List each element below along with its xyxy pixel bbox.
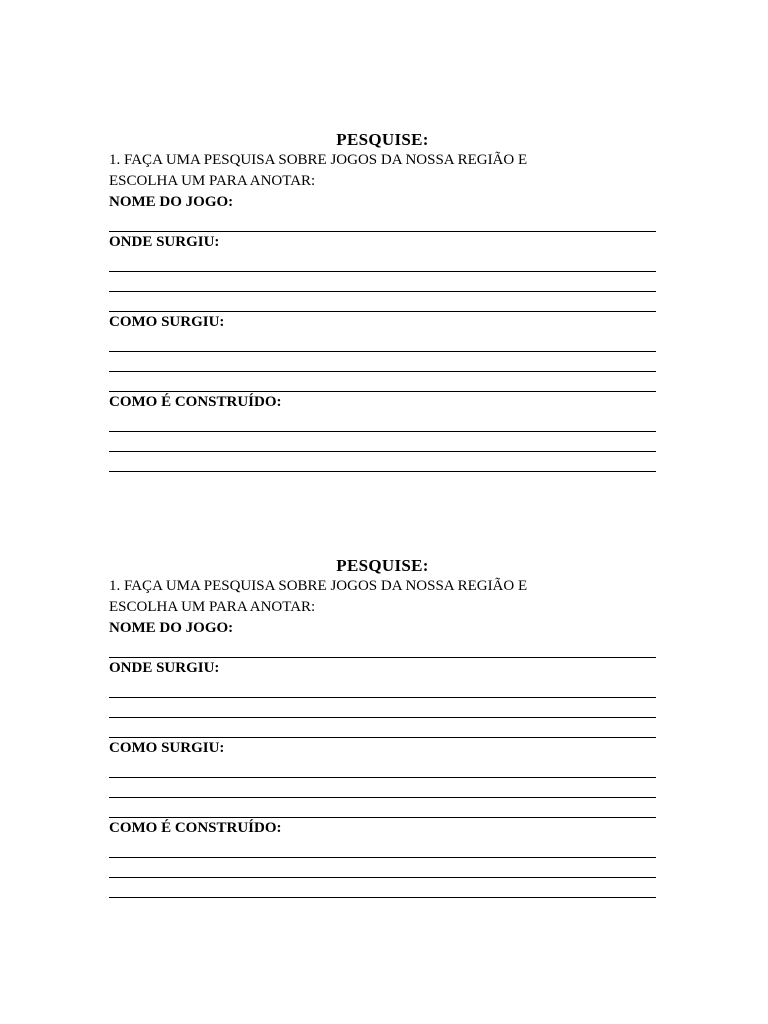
label-nome-do-jogo: NOME DO JOGO:	[109, 620, 234, 636]
answer-line[interactable]	[109, 272, 656, 292]
answer-line[interactable]	[109, 798, 656, 818]
answer-line[interactable]	[109, 758, 656, 778]
worksheet-1	[109, 130, 656, 472]
instruction-line-1: 1. FAÇA UMA PESQUISA SOBRE JOGOS DA NOSSA REGIÃO E	[109, 152, 528, 168]
worksheet-title: PESQUISE:	[336, 556, 429, 575]
instruction-line-1: 1. FAÇA UMA PESQUISA SOBRE JOGOS DA NOSSA REGIÃO E	[109, 578, 528, 594]
answer-line[interactable]	[109, 718, 656, 738]
answer-line[interactable]	[109, 352, 656, 372]
worksheet-title: PESQUISE:	[336, 130, 429, 149]
answer-line[interactable]	[109, 838, 656, 858]
label-como-e-construido: COMO É CONSTRUÍDO:	[109, 820, 282, 836]
label-como-surgiu: COMO SURGIU:	[109, 314, 225, 330]
instruction-line-2: ESCOLHA UM PARA ANOTAR:	[109, 599, 316, 615]
answer-line[interactable]	[109, 372, 656, 392]
answer-line[interactable]	[109, 778, 656, 798]
label-nome-do-jogo: NOME DO JOGO:	[109, 194, 234, 210]
answer-line[interactable]	[109, 252, 656, 272]
answer-line[interactable]	[109, 678, 656, 698]
answer-line[interactable]	[109, 432, 656, 452]
worksheet-2	[109, 556, 656, 898]
label-onde-surgiu: ONDE SURGIU:	[109, 234, 220, 250]
instruction-line-2: ESCOLHA UM PARA ANOTAR:	[109, 173, 316, 189]
answer-line[interactable]	[109, 638, 656, 658]
label-como-e-construido: COMO É CONSTRUÍDO:	[109, 394, 282, 410]
answer-line[interactable]	[109, 292, 656, 312]
answer-line[interactable]	[109, 332, 656, 352]
answer-line[interactable]	[109, 412, 656, 432]
answer-line[interactable]	[109, 858, 656, 878]
answer-line[interactable]	[109, 452, 656, 472]
answer-line[interactable]	[109, 698, 656, 718]
answer-line[interactable]	[109, 212, 656, 232]
label-onde-surgiu: ONDE SURGIU:	[109, 660, 220, 676]
label-como-surgiu: COMO SURGIU:	[109, 740, 225, 756]
answer-line[interactable]	[109, 878, 656, 898]
